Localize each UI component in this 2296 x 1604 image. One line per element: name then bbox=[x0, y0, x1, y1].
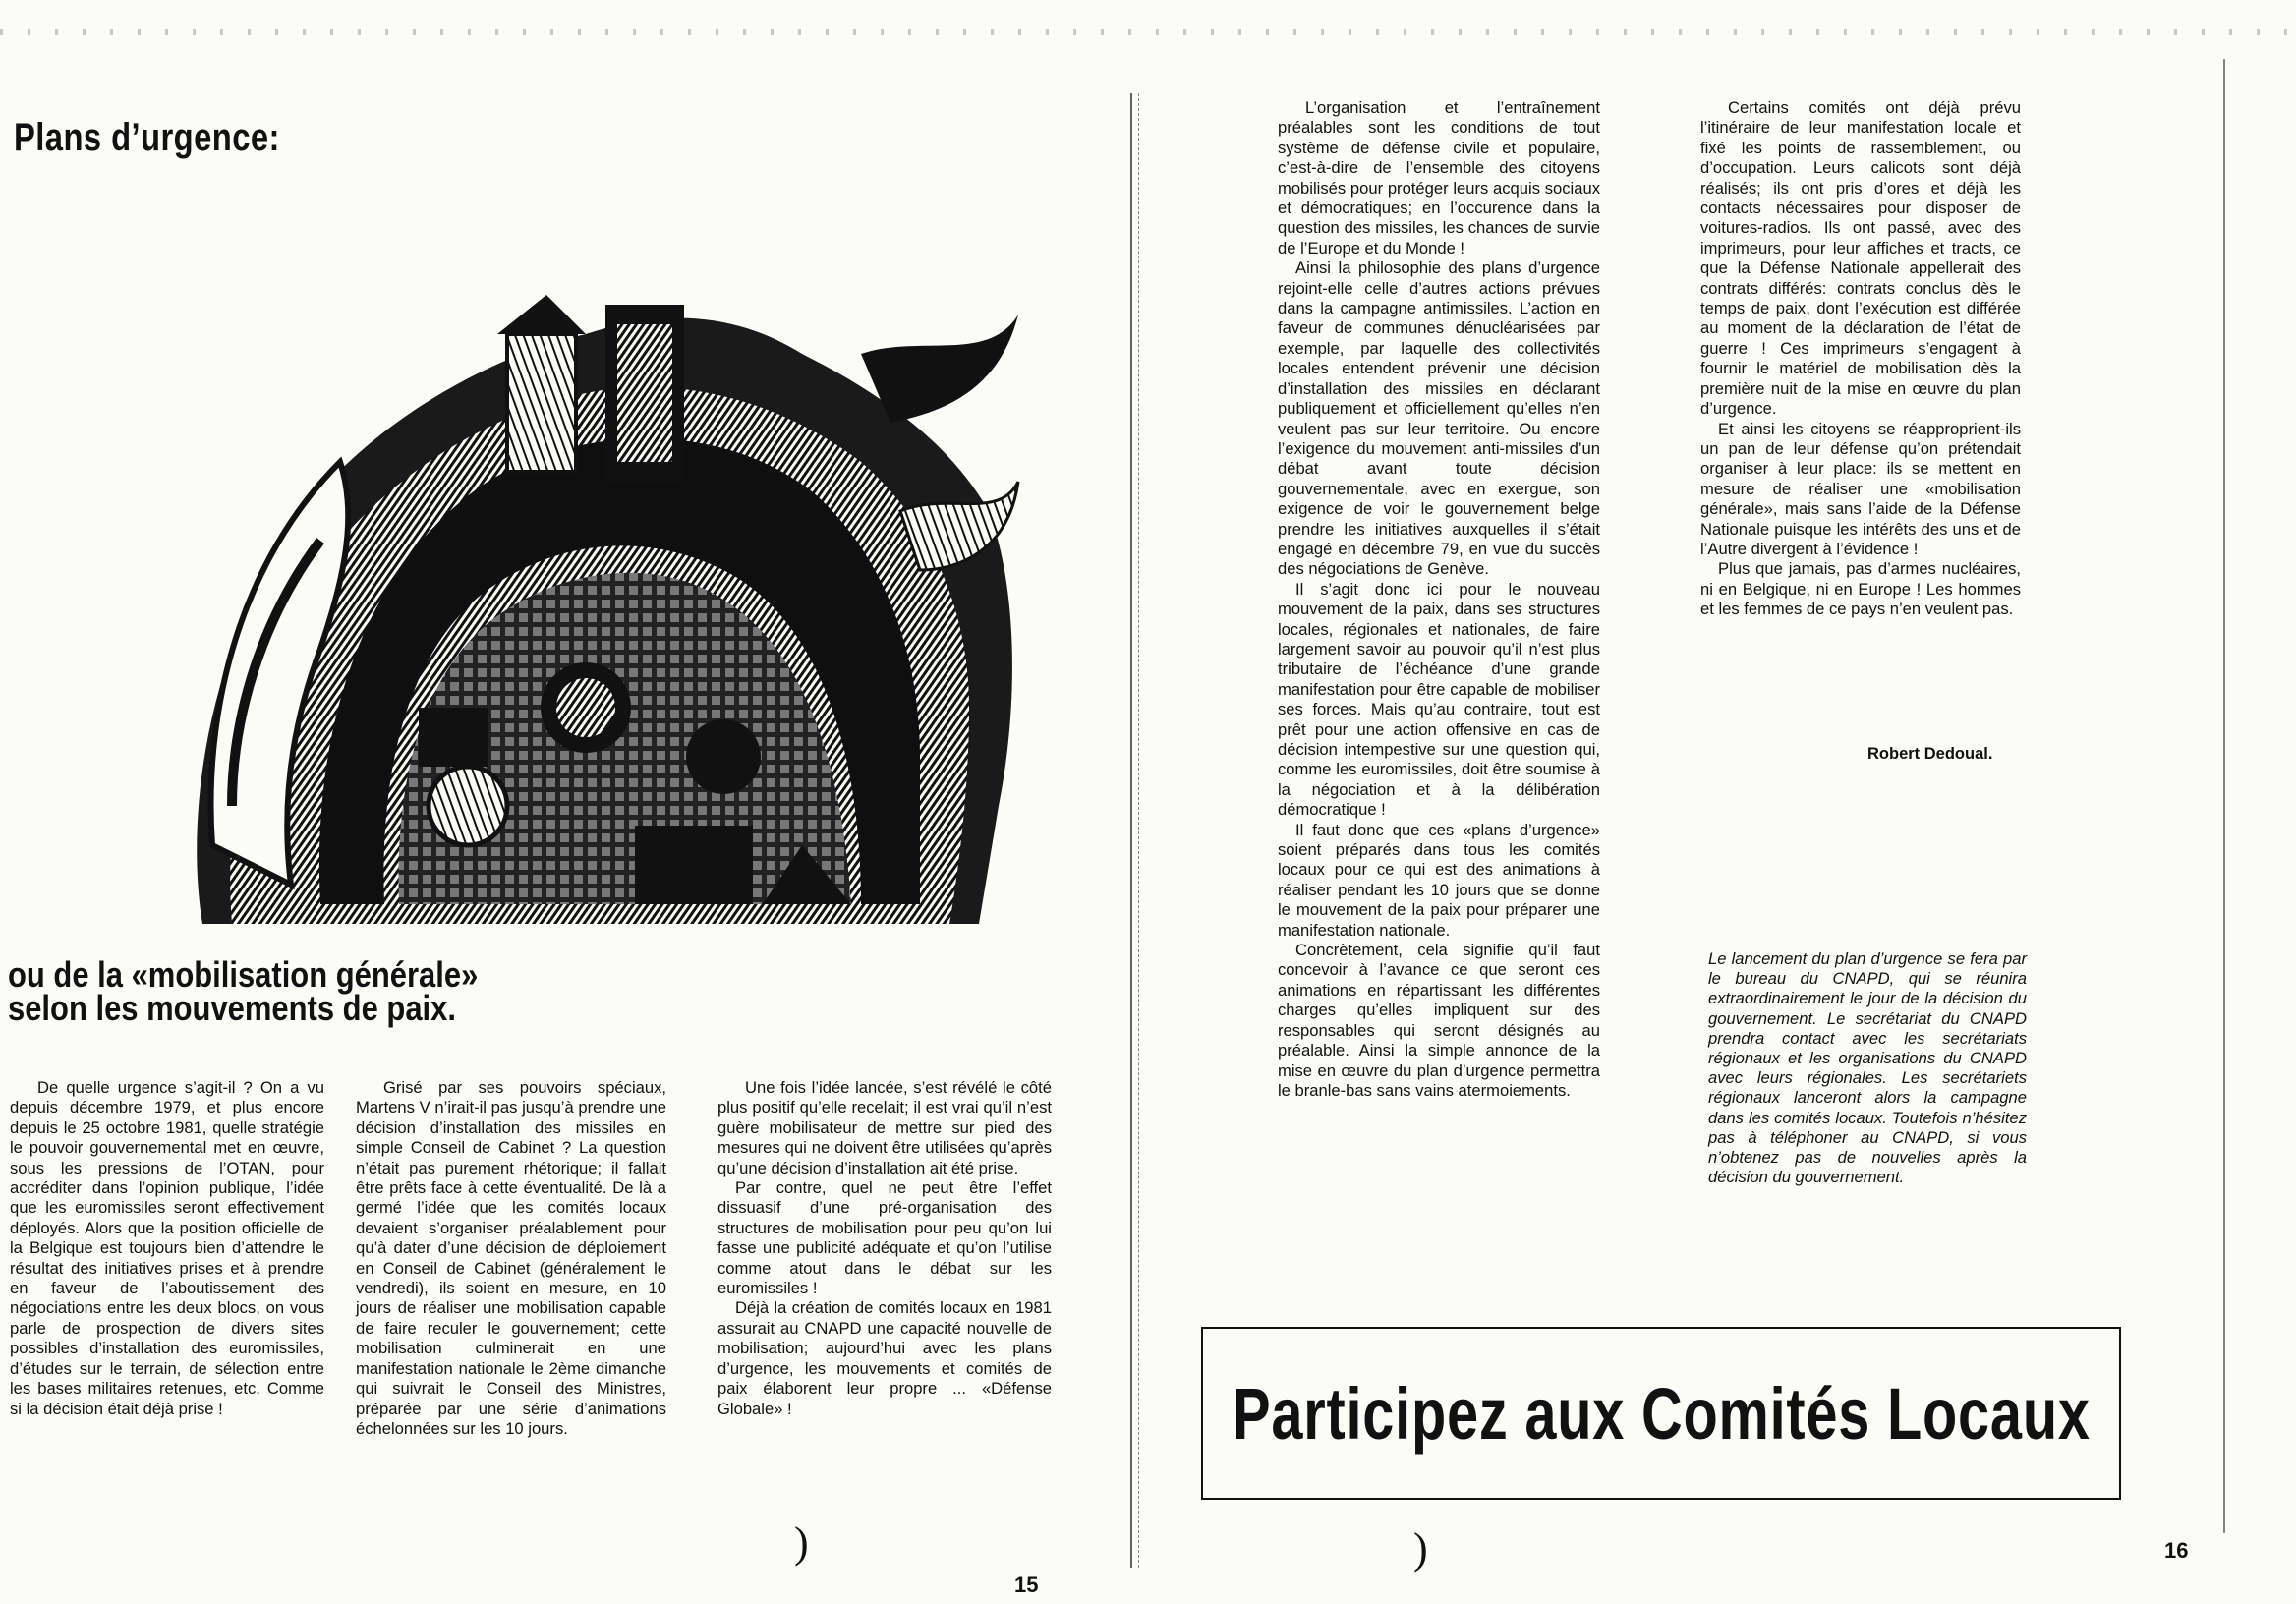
paragraph: Par contre, quel ne peut être l’effet dissuasif d’une pré-organisation des structures de mobilisation pour peu qu’on lui fasse une publicité adéquate et qu’on l’utilise comme atout dans le débat sur les euromissiles ! bbox=[718, 1178, 1052, 1298]
author-signature: Robert Dedoual. bbox=[1867, 745, 1993, 763]
scan-noise bbox=[0, 29, 2296, 35]
subtitle-line: ou de la «mobilisation générale» bbox=[8, 954, 479, 995]
article-title: Plans d’urgence: bbox=[14, 116, 280, 159]
paragraph: Grisé par ses pouvoirs spéciaux, Martens V n’irait-il pas jusqu’à prendre une décision d’installation des missiles en simple Conseil de Cabinet ? La question n’était pas purement rhétorique; il fallait être prêts face à cette éventualité. De là a germé l’idée que les comités locaux devaient s’organiser préalablement pour qu’à dater d’une décision de déploiement en Conseil de Cabinet (généralement le vendredi), ils soient en mesure, en 10 jours de réaliser une mobilisation capable de faire reculer le gouvernement; cette mobilisation culminerait en une manifestation nationale le 2ème dimanche qui suivrait le Conseil des Ministres, préparée par une série d’animations échelonnées sur les 10 jours. bbox=[356, 1078, 666, 1438]
page-number-left: 15 bbox=[1014, 1573, 1039, 1597]
paragraph: Concrètement, cela signifie qu’il faut concevoir à l’avance ce que seront ces animations en répartissant les différentes charges qu’elles impliquent sur des responsables qui seront désignés au préalable. Ainsi la simple annonce de la mise en œuvre du plan d’urgence permettra le branle-bas sans vains atermoiements. bbox=[1278, 941, 1600, 1100]
left-column-3 bbox=[718, 1078, 1052, 1419]
paragraph: Il s’agit donc ici pour le nouveau mouvement de la paix, dans ses structures locales, régionales et nationales, de faire largement savoir au pouvoir qu’il n’est plus tributaire de l’échéance d’une grande manifestation pour être capable de mobiliser ses forces. Mais qu’au contraire, tout est prêt pour une action offensive en cas de décision intempestive sur une question qui, comme les euromissiles, doit être soumise à la négociation et à la délibération démocratique ! bbox=[1278, 579, 1600, 820]
left-column-2 bbox=[356, 1078, 666, 1439]
paragraph: Certains comités ont déjà prévu l’itinéraire de leur manifestation locale et fixé les points de rassemblement, ou d’occupation. Leurs calicots sont déjà réalisés; ils ont pris d’ores et déjà les contacts nécessaires pour disposer de voitures-radios. Ils ont passé, avec des imprimeurs, pour leur affiches et tracts, ce que la Défense Nationale appellerait des contrats différés: contrats conclus dès le temps de paix, dont l’exécution est différée au moment de la déclaration de l’état de guerre ! Ces imprimeurs s’engagent à fournir le matériel de mobilisation dès la première nuit de la mise en œuvre du plan d’urgence. bbox=[1700, 98, 2021, 419]
fortress-engraving-illustration bbox=[173, 295, 1028, 924]
paragraph: De quelle urgence s’agit-il ? On a vu depuis décembre 1979, et plus encore depuis le 25 octobre 1981, quelle stratégie le pouvoir gouvernemental met en œuvre, sous les pressions de l’OTAN, pour accréditer dans l’opinion publique, l’idée que les euromissiles seront effectivement déployés. Alors que la position officielle de la Belgique est toujours bien d’attendre le résultat des initiatives prises et à prendre en faveur de l’aboutissement des négociations entre les deux blocs, on vous parle de prospection de divers sites possibles d’installation des euromissiles, d’études sur le terrain, de sélection entre les bases militaires retenues, etc. Comme si la décision était déjà prise ! bbox=[10, 1078, 324, 1418]
paragraph: Il faut donc que ces «plans d’urgence» soient préparés dans tous les comités locaux pour ce qui est des animations à réaliser pendant les 10 jours que se donne le mouvement de la paix pour préparer une manifestation nationale. bbox=[1278, 820, 1600, 940]
paragraph: Une fois l’idée lancée, s’est révélé le côté plus positif qu’elle recelait; il est vrai qu’il n’est guère mobilisateur de mettre sur pied des mesures qui ne doivent être utilisées qu’après qu’une décision d’installation ait été prise. bbox=[718, 1078, 1052, 1177]
call-to-action-box bbox=[1201, 1327, 2121, 1500]
page-number-right: 16 bbox=[2164, 1538, 2189, 1563]
article-subtitle bbox=[8, 954, 479, 1028]
bracket-mark-icon: ) bbox=[1413, 1524, 1428, 1573]
page-edge bbox=[2223, 59, 2225, 1533]
paragraph: L’organisation et l’entraînement préalables sont les conditions de tout système de défense civile et populaire, c’est-à-dire de l’ensemble des citoyens mobilisés pour protéger leurs acquis sociaux et démocratiques; en l’occurence dans la question des missiles, les chances de survie de l’Europe et du Monde ! bbox=[1278, 98, 1600, 258]
bracket-mark-icon: ) bbox=[794, 1518, 809, 1567]
right-column-2 bbox=[1700, 98, 2021, 620]
paragraph: Plus que jamais, pas d’armes nucléaires, ni en Belgique, ni en Europe ! Les hommes et les femmes de ce pays n’en veulent pas. bbox=[1700, 559, 2021, 619]
italic-note: Le lancement du plan d’urgence se fera par le bureau du CNAPD, qui se réunira extraordinairement le jour de la décision du gouvernement. Le secrétariat du CNAPD prendra contact avec les secrétariats régionaux et les organisations du CNAPD avec leurs régionales. Les secrétariets régionaux lanceront alors la campagne dans les comités locaux. Toutefois n’hésitez pas à téléphoner au CNAPD, si vous n’obtenez pas de nouvelles après la décision du gouvernement. bbox=[1708, 949, 2027, 1187]
paragraph: Et ainsi les citoyens se réapproprient-ils un pan de leur défense qu’on prétendait organiser à leur place: ils se mettent en mesure de réaliser une «mobilisation générale», mais sans l’aide de la Défense Nationale puisque les intérêts des uns et de l’Autre divergent à l’évidence ! bbox=[1700, 419, 2021, 558]
page-gutter bbox=[1130, 93, 1139, 1568]
right-column-1 bbox=[1278, 98, 1600, 1101]
call-to-action-text: Participez aux Comités Locaux bbox=[1232, 1372, 2091, 1455]
subtitle-line: selon les mouvements de paix. bbox=[8, 988, 456, 1028]
paragraph: Déjà la création de comités locaux en 1981 assurait au CNAPD une capacité nouvelle de mobilisation; aujourd’hui avec les plans d’urgence, les mouvements et comités de paix élaborent leur propre ... «Défense Globale» ! bbox=[718, 1298, 1052, 1418]
paragraph: Ainsi la philosophie des plans d’urgence rejoint-elle celle d’autres actions prévues dans la campagne antimissiles. L’action en faveur de communes dénucléarisées par exemple, par laquelle des collectivités locales entendent prévenir une décision d’installation des missiles en déclarant publiquement et officiellement qu’elles n’en veulent pas sur leur territoire. Ou encore l’exigence du mouvement anti-missiles d’un débat avant toute décision gouvernementale, avec en exergue, son exigence de voir le gouvernement belge prendre les initiatives auxquelles il s’était engagé en décembre 79, en vue du succès des négociations de Genève. bbox=[1278, 258, 1600, 579]
left-column-1 bbox=[10, 1078, 324, 1419]
